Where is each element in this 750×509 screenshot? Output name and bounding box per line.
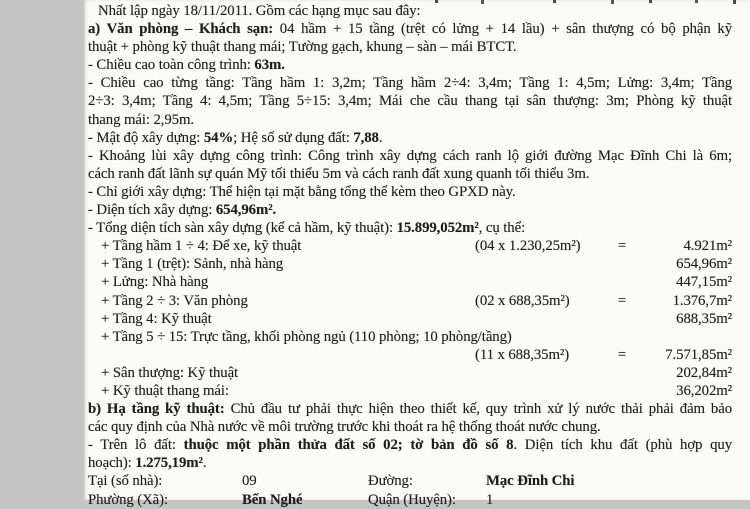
floor-calc [475,273,607,291]
floor-calc [475,310,607,328]
text-segment: cách ranh đất lãnh sự quán Mỹ tối thiểu 5m và cách ranh đất xung quanh tối thiểu 3m. [88,165,590,182]
text-segment: 2÷3: 3,4m; Tầng 4: 4,5m; Tầng 5÷15: 3,4m; Mái che cầu thang tại sân thượng: 3m; Phòng kỹ thuật [88,93,732,110]
document-line [88,20,732,38]
floor-area-value: 4.921m² [683,238,732,255]
equals-sign [607,255,637,273]
floor-area-value: 36,202m² [676,382,732,399]
text-segment: thuật + phòng kỹ thuật thang mái; Tường gạch, khung – sàn – mái BTCT. [88,39,517,56]
document-line [88,129,732,147]
scan-left-margin [0,0,83,500]
text-segment: - Khoảng lùi xây dựng công trình: Công trình xây dựng cách ranh lộ giới đường Mạc Đĩnh Chi là 6m; [88,147,732,164]
floor-area-value: 654,96m² [676,256,732,273]
document-line [88,436,732,454]
document-line [88,92,732,110]
floor-area-row [88,292,732,310]
field-label: Tại (số nhà): [88,473,163,490]
document-line [88,219,732,237]
floor-calc: (11 x 688,35m²) [475,346,570,363]
field-value: 09 [242,473,257,490]
floor-calc: (02 x 688,35m²) [475,292,570,309]
floor-label: + Tầng hầm 1 ÷ 4: Để xe, kỹ thuật [101,238,302,255]
text-segment: 654,96m². [215,202,277,219]
equals-sign [607,310,637,328]
equals-sign [607,382,637,400]
floor-calc [475,255,607,273]
text-segment: 7,88 [353,129,379,146]
text-segment: 04 hầm + 15 tầng (trệt có lửng + 14 lầu) + sân thượng có bộ phận kỹ [273,21,733,38]
document-line [88,183,732,201]
document-line [88,38,732,56]
floor-label: + Kỹ thuật thang mái: [101,382,229,399]
floor-calc [475,364,607,382]
field-label: Phường (Xã): [88,491,168,508]
floor-label: + Lửng: Nhà hàng [101,274,209,291]
floor-area-value: 202,84m² [676,364,732,381]
floor-area-row [88,346,732,364]
cropped-text-remnant [83,0,86,3]
text-segment: . [202,455,207,472]
document-line [88,147,732,165]
floor-label [88,346,475,364]
floor-label: + Sân thượng: Kỹ thuật [101,364,239,381]
floor-area-row [88,364,732,382]
field-label: Đường: [368,473,413,490]
text-segment: Nhất lập ngày 18/11/2011. Gồm các hạng mục sau đây: [98,3,421,19]
text-segment: ; Hệ số sử dụng đất: [233,129,354,146]
floor-area-row [88,310,732,328]
document-line [88,328,732,346]
text-segment: 54% [203,129,234,146]
document-line [88,74,732,92]
document-line [88,111,732,129]
floor-area-row [88,237,732,255]
document-body [88,2,732,509]
document-line [88,165,732,183]
floor-area-row [88,382,732,400]
document-line [88,454,732,472]
document-paper [83,0,750,508]
floor-area-value: 7.571,85m² [665,346,732,363]
floor-label: + Tầng 1 (trệt): Sảnh, nhà hàng [101,256,284,273]
text-segment: - Diện tích xây dựng: [88,202,216,219]
equals-sign [607,273,637,291]
floor-label: + Tầng 2 ÷ 3: Văn phòng [101,292,248,309]
floor-label: + Tầng 4: Kỹ thuật [101,310,212,327]
text-segment: hoạch): [88,455,136,472]
form-field-row [88,472,732,490]
text-segment: - Tổng diện tích sàn xây dựng (kể cả hầm, kỹ thuật): [88,220,397,237]
document-line [88,400,732,418]
text-segment: 15.899,052m² [396,220,479,237]
floor-area-value: 1.376,7m² [672,292,732,309]
text-segment: . [378,129,383,146]
floor-area-row [88,255,732,273]
equals-sign: = [617,238,627,255]
text-segment: a) Văn phòng – Khách sạn: [88,21,274,38]
text-segment: thang mái: 2,95m. [88,111,194,128]
floor-area-value: 447,15m² [676,274,732,291]
field-value: Bến Nghé [242,491,303,508]
text-segment: các quy định của Nhà nước về môi trường trước khi thoát ra hệ thống thoát nước chung. [88,419,601,436]
text-segment: . Diện tích khu đất (phù hợp quy [513,437,732,454]
equals-sign [607,364,637,382]
floor-area-value: 688,35m² [676,310,732,327]
text-segment: - Mật độ xây dựng: [88,129,204,146]
document-line [88,201,732,219]
field-value: 1 [486,491,494,508]
text-segment: - Trên lô đất: [88,437,184,454]
equals-sign: = [617,346,627,363]
field-label: Quận (Huyện): [368,491,456,508]
document-line [88,56,732,74]
floor-calc: (04 x 1.230,25m²) [475,238,581,255]
floor-area-row [88,273,732,291]
equals-sign: = [617,292,627,309]
text-segment: 1.275,19m² [135,455,203,472]
document-line [88,2,732,20]
field-value: Mạc Đĩnh Chi [486,473,575,490]
text-segment: - Chiều cao từng tầng: Tầng hầm 1: 3,2m; Tầng hầm 2÷4: 3,4m; Tầng 1: 4,5m; Lửng: 3,4m; Tầng [88,75,732,92]
text-segment: + Tầng 5 ÷ 15: Trực tầng, khối phòng ngủ (110 phòng; 10 phòng/tầng) [101,328,512,345]
text-segment: thuộc một phần thửa đất số 02; tờ bản đồ số 8 [183,437,514,454]
document-line [88,418,732,436]
text-segment: Chủ đầu tư phải thực hiện theo thiết kế, quy trình xử lý nước thải phải đảm bảo [224,401,732,418]
text-segment: , cụ thể: [478,220,526,237]
text-segment: - Chỉ giới xây dựng: Thể hiện tại mặt bằng tổng thể kèm theo GPXD này. [88,183,516,200]
text-segment: - Chiều cao toàn công trình: [88,57,255,74]
floor-calc [475,382,607,400]
text-segment: 63m. [254,57,285,74]
text-segment: b) Hạ tầng kỹ thuật: [88,401,225,418]
